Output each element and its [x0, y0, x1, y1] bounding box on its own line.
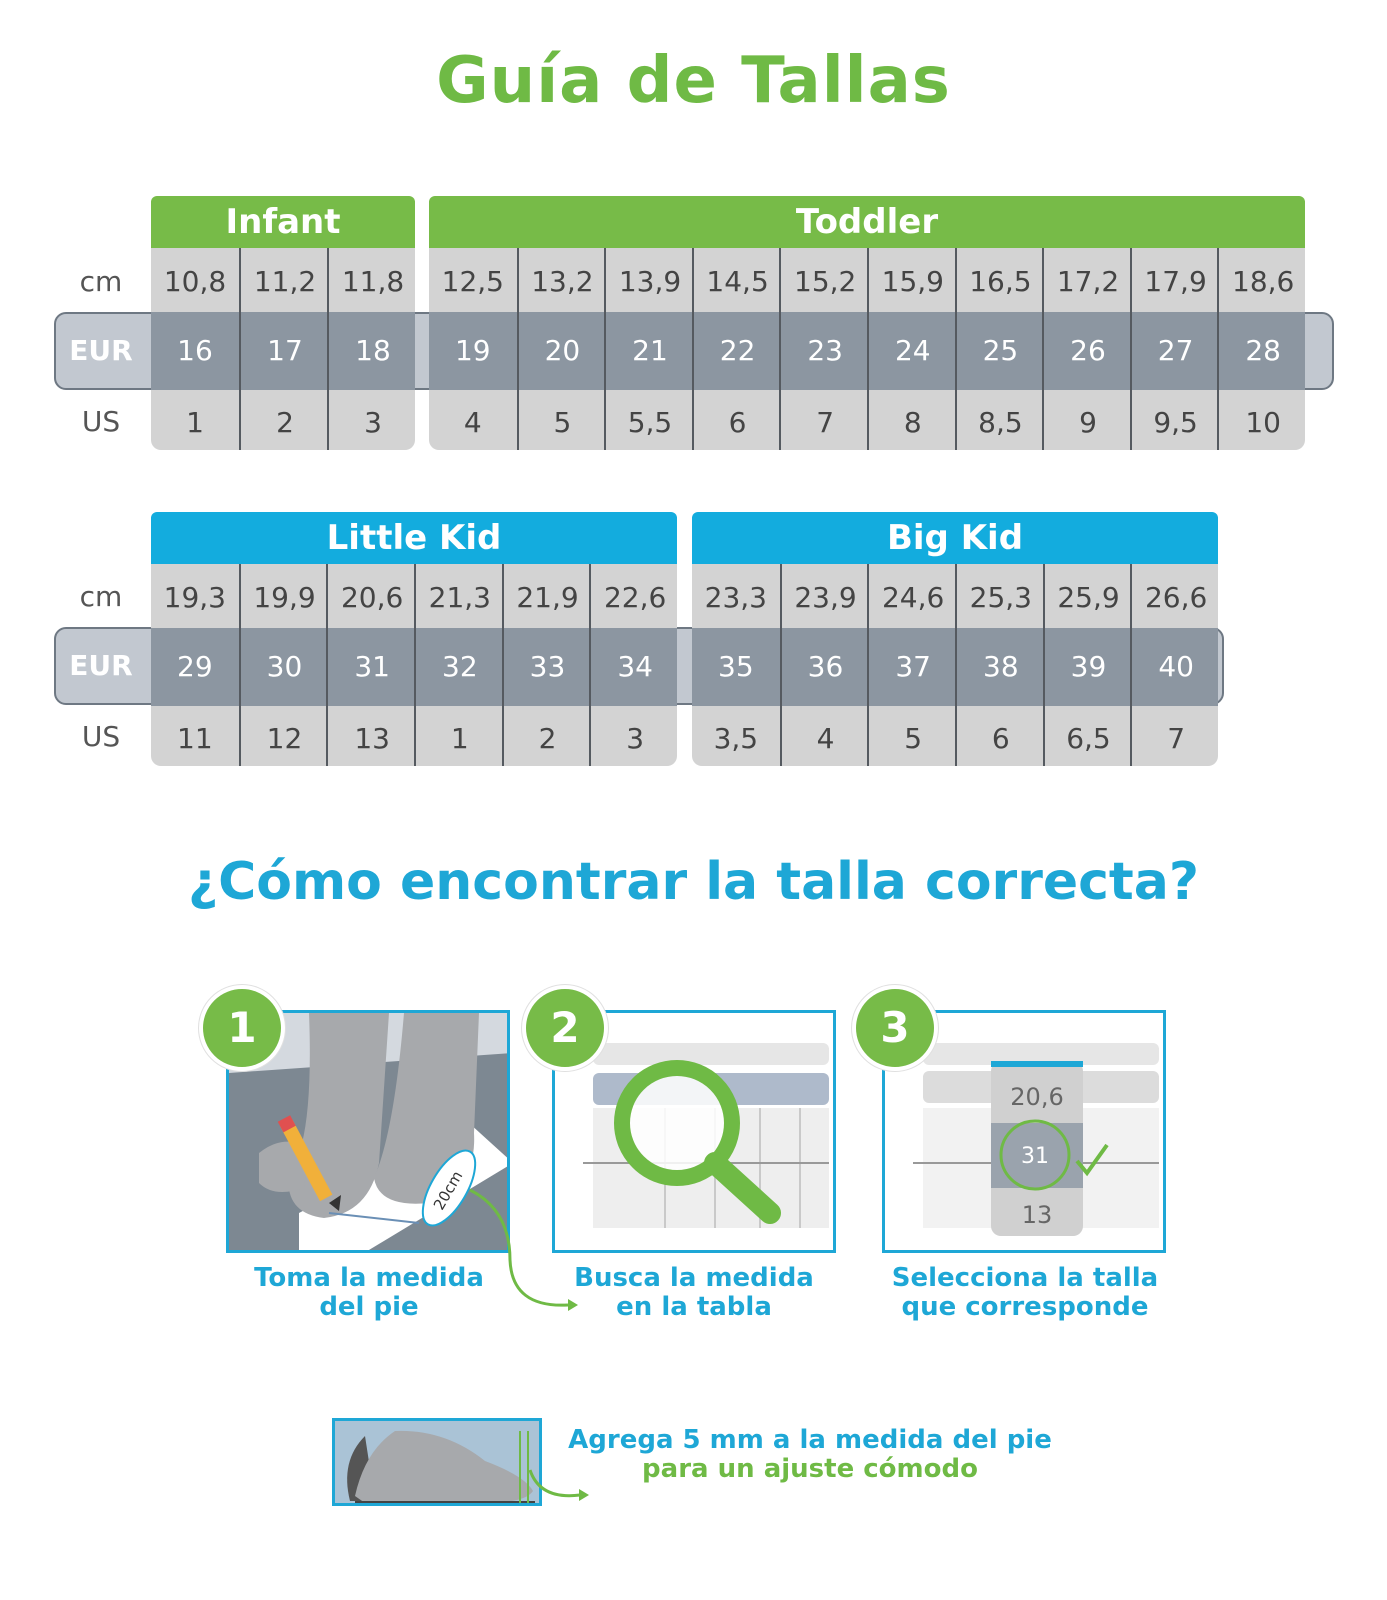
foot-tip-illustration: [332, 1418, 542, 1506]
group-header: Little Kid: [151, 512, 677, 564]
step-1-caption-line2: del pie: [319, 1292, 419, 1322]
size-column: [955, 564, 1045, 766]
size-cell-cm: 23,9: [794, 581, 857, 614]
size-column: [517, 248, 607, 450]
size-cell-cm: 15,2: [794, 265, 857, 298]
size-column: [692, 564, 780, 766]
size-column: [151, 248, 239, 450]
size-cell-eur: 24: [869, 312, 957, 390]
size-cell-us: 5,5: [627, 406, 673, 439]
size-column: [1130, 564, 1218, 766]
size-column: [780, 564, 870, 766]
foot-in-shoe-icon: [335, 1421, 542, 1506]
size-column: [1043, 564, 1133, 766]
size-cell-us: 11: [177, 722, 213, 755]
size-cell-cm: 20,6: [340, 581, 404, 614]
size-cell-eur: 26: [1044, 312, 1132, 390]
group-header: Big Kid: [692, 512, 1218, 564]
step-1-badge: 1: [199, 985, 285, 1071]
howto-title: ¿Cómo encontrar la talla correcta?: [187, 852, 1200, 912]
row-label-cm: cm: [79, 580, 123, 613]
size-group-little-kid: [151, 512, 677, 766]
size-cell-eur: 39: [1045, 628, 1133, 706]
step-2-caption-line1: Busca la medida: [574, 1263, 814, 1293]
size-cell-cm: 21,3: [428, 581, 491, 614]
step-3-caption-line1: Selecciona la talla: [891, 1263, 1159, 1293]
step-3-caption: [855, 1264, 1195, 1322]
size-column: [589, 564, 677, 766]
group-body: [429, 248, 1305, 450]
row-label-cm: cm: [79, 265, 123, 298]
size-column: [414, 564, 504, 766]
size-cell-us: 9: [1079, 406, 1097, 439]
selected-eur-value: 31: [1021, 1144, 1049, 1169]
size-cell-us: 6,5: [1066, 722, 1111, 755]
size-cell-cm: 17,2: [1056, 265, 1120, 298]
size-cell-eur: 35: [692, 628, 780, 706]
size-cell-us: 1: [450, 722, 469, 755]
size-cell-us: 7: [816, 406, 835, 439]
size-cell-eur: 18: [329, 312, 415, 390]
size-column: [867, 564, 957, 766]
size-group-toddler: [429, 196, 1305, 450]
group-header: Infant: [151, 196, 415, 248]
size-cell-us: 6: [991, 722, 1010, 755]
size-cell-us: 2: [538, 722, 557, 755]
group-header: Toddler: [429, 196, 1305, 248]
size-cell-eur: 37: [869, 628, 957, 706]
size-cell-cm: 16,5: [969, 265, 1032, 298]
size-column: [429, 248, 517, 450]
size-cell-us: 13: [354, 722, 390, 755]
size-column: [239, 248, 329, 450]
size-cell-cm: 25,9: [1057, 581, 1120, 614]
step-1-caption-line1: Toma la medida: [254, 1263, 484, 1293]
size-cell-us: 6: [728, 406, 747, 439]
size-cell-eur: 40: [1132, 628, 1218, 706]
size-cell-eur: 29: [151, 628, 239, 706]
size-cell-us: 4: [463, 406, 482, 439]
size-cell-eur: 23: [781, 312, 869, 390]
size-cell-eur: 27: [1132, 312, 1220, 390]
size-cell-cm: 23,3: [704, 581, 767, 614]
size-cell-eur: 30: [241, 628, 329, 706]
size-cell-us: 12: [266, 722, 303, 755]
size-cell-cm: 15,9: [881, 265, 944, 298]
row-label-us: US: [81, 720, 121, 753]
size-column: [1217, 248, 1305, 450]
size-column: [955, 248, 1045, 450]
size-column: [239, 564, 329, 766]
measure-label: 20cm: [429, 1167, 467, 1214]
size-cell-cm: 17,9: [1144, 265, 1207, 298]
size-column: [151, 564, 239, 766]
size-cell-eur: 22: [694, 312, 782, 390]
size-column: [1042, 248, 1132, 450]
size-cell-eur: 32: [416, 628, 504, 706]
size-column: [1130, 248, 1220, 450]
size-cell-us: 10: [1245, 406, 1281, 439]
size-column: [327, 248, 415, 450]
size-cell-us: 4: [816, 722, 835, 755]
step-3-badge: 3: [852, 985, 938, 1071]
row-label-us: US: [81, 405, 121, 438]
page-title: Guía de Tallas: [436, 44, 951, 118]
selected-top-value: 20,6: [1010, 1083, 1064, 1111]
size-column: [867, 248, 957, 450]
size-cell-eur: 17: [241, 312, 329, 390]
arrow-connector-icon: [450, 1180, 590, 1320]
size-cell-cm: 12,5: [441, 265, 504, 298]
fit-tip-line1: Agrega 5 mm a la medida del pie: [568, 1425, 1052, 1455]
size-group-infant: [151, 196, 415, 450]
size-cell-cm: 11,2: [253, 265, 317, 298]
group-body: [151, 564, 677, 766]
size-cell-eur: 28: [1219, 312, 1305, 390]
size-cell-eur: 25: [957, 312, 1045, 390]
size-cell-cm: 18,6: [1232, 265, 1295, 298]
size-cell-cm: 13,2: [531, 265, 594, 298]
size-cell-us: 7: [1167, 722, 1186, 755]
selected-bottom-value: 13: [1021, 1201, 1053, 1229]
size-cell-eur: 16: [151, 312, 239, 390]
fit-tip-line2: para un ajuste cómodo: [642, 1454, 978, 1484]
size-cell-cm: 11,8: [341, 265, 405, 298]
group-body: [692, 564, 1218, 766]
size-cell-us: 8,5: [978, 406, 1023, 439]
size-cell-eur: 38: [957, 628, 1045, 706]
size-cell-cm: 10,8: [163, 265, 227, 298]
size-cell-us: 3,5: [713, 722, 759, 755]
size-column: [779, 248, 869, 450]
size-cell-us: 2: [276, 406, 294, 439]
size-cell-eur: 20: [519, 312, 607, 390]
row-label-eur: EUR: [69, 334, 133, 367]
size-cell-cm: 19,9: [253, 581, 316, 614]
size-cell-us: 5: [553, 406, 572, 439]
size-cell-eur: 21: [606, 312, 694, 390]
step-2-badge: 2: [522, 985, 608, 1071]
size-column: [604, 248, 694, 450]
size-cell-cm: 13,9: [618, 265, 682, 298]
size-cell-eur: 36: [782, 628, 870, 706]
size-cell-cm: 24,6: [881, 581, 945, 614]
size-cell-eur: 19: [429, 312, 517, 390]
size-cell-eur: 33: [504, 628, 592, 706]
size-cell-us: 5: [904, 722, 923, 755]
size-cell-us: 3: [626, 722, 645, 755]
size-column: [502, 564, 592, 766]
size-column: [326, 564, 416, 766]
size-cell-cm: 19,3: [163, 581, 226, 614]
group-body: [151, 248, 415, 450]
size-cell-cm: 22,6: [603, 581, 667, 614]
fit-tip-text: [560, 1426, 1060, 1484]
size-cell-cm: 14,5: [706, 265, 769, 298]
size-column: [692, 248, 782, 450]
size-cell-cm: 25,3: [969, 581, 1032, 614]
step-3-caption-line2: que corresponde: [901, 1292, 1149, 1322]
size-group-big-kid: [692, 512, 1218, 766]
size-cell-us: 1: [186, 406, 204, 439]
size-cell-cm: 26,6: [1144, 581, 1208, 614]
row-label-eur: EUR: [69, 649, 133, 682]
size-cell-us: 3: [364, 406, 382, 439]
size-cell-eur: 31: [328, 628, 416, 706]
size-cell-eur: 34: [591, 628, 677, 706]
size-cell-us: 9,5: [1153, 406, 1198, 439]
size-cell-cm: 21,9: [516, 581, 579, 614]
size-cell-us: 8: [903, 406, 922, 439]
step-2-caption-line2: en la tabla: [616, 1292, 772, 1322]
